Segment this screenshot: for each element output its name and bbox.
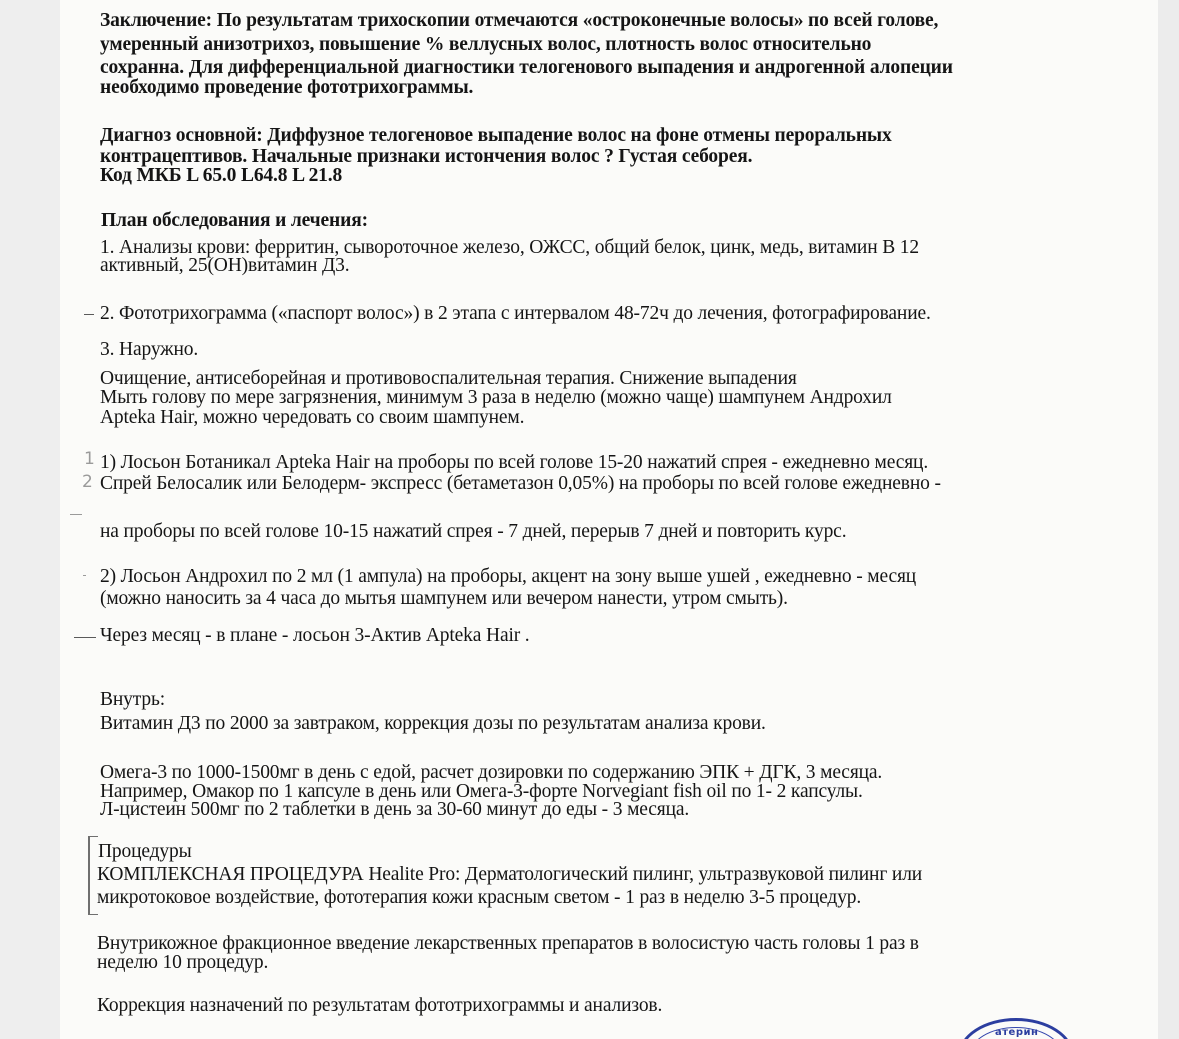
clinic-stamp bbox=[958, 1018, 1074, 1039]
phototrichogram-line: 2. Фототрихограмма («паспорт волос») в 2 этапа с интервалом 48-72ч до лечения, фотографирование. bbox=[100, 303, 931, 324]
procedures-line-1: КОМПЛЕКСНАЯ ПРОЦЕДУРА Healite Pro: Дерматологический пилинг, ультразвуковой пилинг или bbox=[97, 864, 923, 885]
diagnosis-code: Код МКБ L 65.0 L64.8 L 21.8 bbox=[100, 165, 343, 186]
conclusion-line-3: сохранна. Для дифференциальной диагностики телогенового выпадения и андрогенной алопеции bbox=[100, 57, 953, 78]
procedures-heading: Процедуры bbox=[98, 841, 192, 862]
blood-tests-line-1: 1. Анализы крови: ферритин, сывороточное железо, ОЖСС, общий белок, цинк, медь, витамин В 12 bbox=[100, 237, 920, 258]
handwritten-dash-3 bbox=[74, 637, 96, 638]
conclusion-line-2: умеренный анизотрихоз, повышение % веллусных волос, плотность волос относительно bbox=[100, 34, 872, 55]
document-page bbox=[60, 0, 1158, 1039]
handwritten-mark-2: 2 bbox=[82, 472, 93, 492]
right-margin-strip bbox=[1158, 0, 1179, 1039]
external-line-3: Apteka Hair, можно чередовать со своим шампунем. bbox=[100, 407, 525, 428]
lotion-2-line-1: 2) Лосьон Андрохил по 2 мл (1 ампула) на проборы, акцент на зону выше ушей , ежедневно - месяц bbox=[100, 566, 917, 587]
stamp-text: атерин bbox=[995, 1027, 1039, 1038]
plan-heading: План обследования и лечения: bbox=[101, 210, 368, 231]
next-month-line: Через месяц - в плане - лосьон 3-Актив Apteka Hair . bbox=[100, 625, 530, 646]
handwritten-dash-2 bbox=[70, 514, 82, 515]
internal-heading: Внутрь: bbox=[100, 689, 165, 710]
injections-line-1: Внутрикожное фракционное введение лекарственных препаратов в волосистую часть головы 1 раз в bbox=[97, 933, 919, 954]
blood-tests-line-2: активный, 25(ОН)витамин Д3. bbox=[100, 255, 350, 276]
external-line-1: Очищение, антисеборейная и противовоспалительная терапия. Снижение выпадения bbox=[100, 368, 797, 389]
handwritten-tick bbox=[83, 575, 86, 576]
external-heading: 3. Наружно. bbox=[100, 339, 199, 360]
spray-line: Спрей Белосалик или Белодерм- экспресс (бетаметазон 0,05%) на проборы по всей голове ежедневно - bbox=[100, 473, 941, 494]
conclusion-line-4: необходимо проведение фототрихограммы. bbox=[100, 77, 474, 98]
lotion-1-line: 1) Лосьон Ботаникал Apteka Hair на проборы по всей голове 15-20 нажатий спрея - ежедневно месяц. bbox=[100, 452, 929, 473]
handwritten-dash-1 bbox=[84, 314, 94, 315]
spray-continued-line: на проборы по всей голове 10-15 нажатий спрея - 7 дней, перерыв 7 дней и повторить курс. bbox=[100, 521, 847, 542]
correction-line: Коррекция назначений по результатам фототрихограммы и анализов. bbox=[97, 995, 663, 1016]
diagnosis-line-1: Диагноз основной: Диффузное телогеновое выпадение волос на фоне отмены пероральных bbox=[100, 125, 892, 146]
omega-line-2: Например, Омакор по 1 капсуле в день или Омега-3-форте Norvegiant fish oil по 1- 2 капсулы. bbox=[100, 781, 863, 802]
omega-line-1: Омега-3 по 1000-1500мг в день с едой, расчет дозировки по содержанию ЭПК + ДГК, 3 месяца. bbox=[100, 762, 883, 783]
injections-line-2: неделю 10 процедур. bbox=[97, 952, 269, 973]
cysteine-line: Л-цистеин 500мг по 2 таблетки в день за 30-60 минут до еды - 3 месяца. bbox=[100, 799, 690, 820]
handwritten-mark-1: 1 bbox=[84, 449, 95, 469]
procedures-line-2: микротоковое воздействие, фототерапия кожи красным светом - 1 раз в неделю 3-5 процедур. bbox=[97, 887, 862, 908]
conclusion-line-1: Заключение: По результатам трихоскопии отмечаются «остроконечные волосы» по всей голове, bbox=[100, 10, 939, 31]
diagnosis-line-2: контрацептивов. Начальные признаки истончения волос ? Густая себорея. bbox=[100, 146, 753, 167]
external-line-2: Мыть голову по мере загрязнения, минимум 3 раза в неделю (можно чаще) шампунем Андрохил bbox=[100, 387, 892, 408]
vitamin-d-line: Витамин Д3 по 2000 за завтраком, коррекция дозы по результатам анализа крови. bbox=[100, 713, 766, 734]
lotion-2-line-2: (можно наносить за 4 часа до мытья шампунем или вечером нанести, утром смыть). bbox=[100, 588, 788, 609]
